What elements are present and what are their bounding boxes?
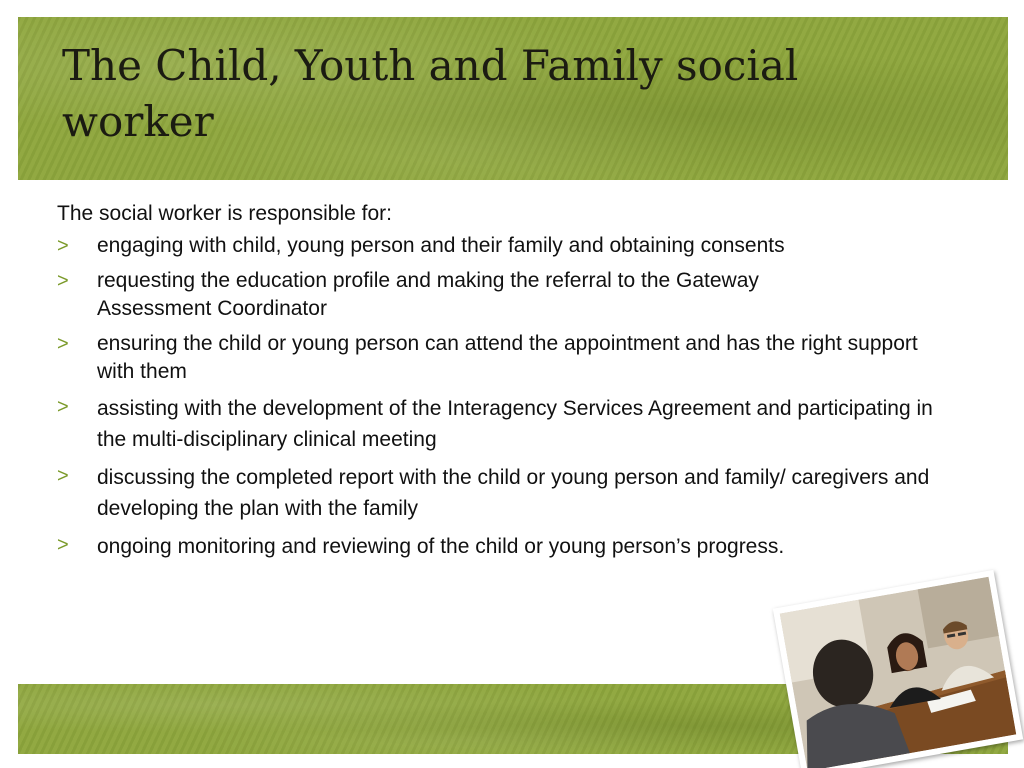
slide-body <box>57 200 957 569</box>
bullet-marker: > <box>57 235 69 257</box>
bullet-item <box>57 462 957 524</box>
bullet-text: ensuring the child or young person can attend the appointment and has the right support with them <box>97 332 918 383</box>
bullet-text: assisting with the development of the Interagency Services Agreement and participating in the multi-disciplinary clinical meeting <box>97 397 933 451</box>
bullet-item <box>57 330 957 386</box>
bullet-marker: > <box>57 534 69 556</box>
bullet-item <box>57 531 877 562</box>
bullet-marker: > <box>57 333 69 355</box>
bullet-text: engaging with child, young person and their family and obtaining consents <box>97 234 785 257</box>
slide-title: The Child, Youth and Family social worker <box>62 41 799 146</box>
bullet-marker: > <box>57 270 69 292</box>
bullet-text: ongoing monitoring and reviewing of the child or young person’s progress. <box>97 535 785 558</box>
intro-text: The social worker is responsible for: <box>57 202 392 225</box>
bullet-marker: > <box>57 396 69 418</box>
bullet-text: discussing the completed report with the child or young person and family/ caregivers and developing the plan with the family <box>97 466 930 520</box>
bullet-list <box>57 232 957 562</box>
bullet-item <box>57 393 957 455</box>
bullet-marker: > <box>57 465 69 487</box>
bullet-text: requesting the education profile and making the referral to the Gateway Assessment Coordinator <box>97 269 759 320</box>
meeting-photo <box>773 570 1023 768</box>
bullet-item <box>57 232 957 260</box>
meeting-photo-illustration <box>780 577 1017 768</box>
bullet-item <box>57 267 877 323</box>
